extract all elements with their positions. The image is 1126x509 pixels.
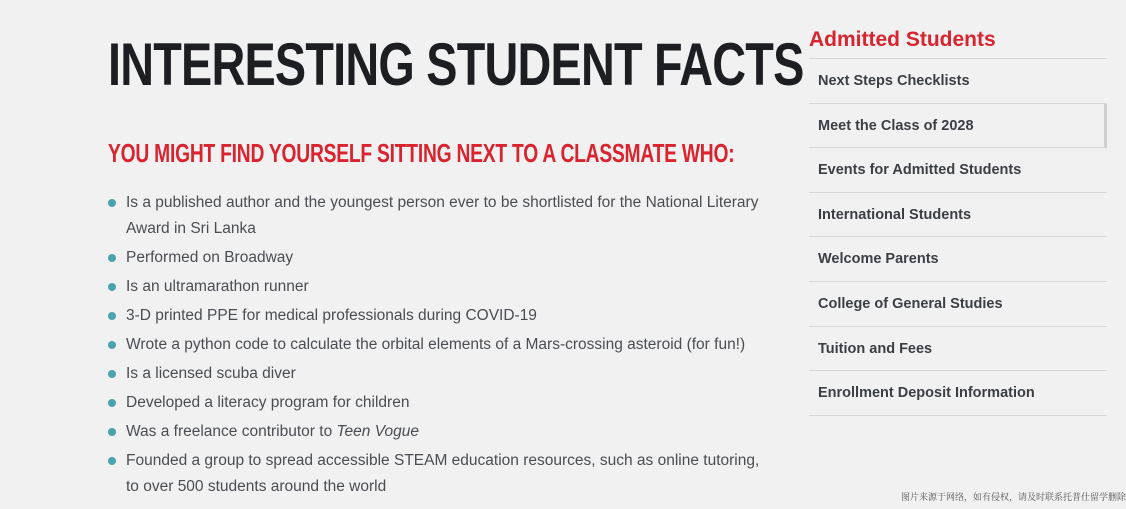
facts-subheading: YOU MIGHT FIND YOURSELF SITTING NEXT TO A CLASSMATE WHO: bbox=[108, 138, 735, 168]
publication-name: Teen Vogue bbox=[336, 423, 419, 440]
fact-text: 3-D printed PPE for medical professionals during COVID-19 bbox=[126, 307, 537, 324]
bullet-dot-icon bbox=[108, 399, 116, 407]
fact-item bbox=[108, 419, 776, 445]
fact-item bbox=[108, 361, 776, 387]
fact-text: Developed a literacy program for children bbox=[126, 394, 410, 411]
fact-text: Is a licensed scuba diver bbox=[126, 365, 296, 382]
fact-text: Wrote a python code to calculate the orbital elements of a Mars-crossing asteroid (for fun!) bbox=[126, 336, 746, 353]
sidebar-item-general-studies[interactable]: College of General Studies bbox=[809, 282, 1107, 327]
sidebar-item-tuition[interactable]: Tuition and Fees bbox=[809, 327, 1107, 372]
fact-text-prefix: Was a freelance contributor to bbox=[126, 423, 337, 440]
fact-text: Is an ultramarathon runner bbox=[126, 278, 309, 295]
sidebar-item-enrollment-deposit[interactable]: Enrollment Deposit Information bbox=[809, 371, 1107, 416]
sidebar-item-next-steps[interactable]: Next Steps Checklists bbox=[809, 59, 1107, 104]
bullet-dot-icon bbox=[108, 370, 116, 378]
fact-item bbox=[108, 274, 776, 300]
main-content bbox=[108, 30, 804, 503]
bullet-dot-icon bbox=[108, 254, 116, 262]
fact-item bbox=[108, 332, 776, 358]
fact-item bbox=[108, 303, 776, 329]
fact-text: Is a published author and the youngest person ever to be shortlisted for the National Literary Award in Sri Lanka bbox=[126, 194, 759, 237]
bullet-dot-icon bbox=[108, 312, 116, 320]
bullet-dot-icon bbox=[108, 457, 116, 465]
facts-list bbox=[108, 190, 776, 500]
sidebar-item-international[interactable]: International Students bbox=[809, 193, 1107, 238]
sidebar-menu bbox=[809, 59, 1107, 416]
sidebar-item-class-of-2028[interactable]: Meet the Class of 2028 bbox=[809, 104, 1107, 149]
watermark: 图片来源于网络，如有侵权，请及时联系托普仕留学删除 bbox=[900, 492, 1126, 502]
sidebar-nav bbox=[809, 26, 1107, 416]
bullet-dot-icon bbox=[108, 341, 116, 349]
sidebar-title: Admitted Students bbox=[809, 26, 1107, 59]
bullet-dot-icon bbox=[108, 283, 116, 291]
fact-item bbox=[108, 190, 776, 242]
sidebar-item-parents[interactable]: Welcome Parents bbox=[809, 237, 1107, 282]
fact-text: Performed on Broadway bbox=[126, 249, 294, 266]
bullet-dot-icon bbox=[108, 428, 116, 436]
fact-item bbox=[108, 390, 776, 416]
page-title: INTERESTING STUDENT FACTS bbox=[108, 31, 804, 98]
bullet-dot-icon bbox=[108, 199, 116, 207]
fact-text: Founded a group to spread accessible STEAM education resources, such as online tutoring, to over 500 students around the world bbox=[126, 452, 760, 495]
sidebar-item-events[interactable]: Events for Admitted Students bbox=[809, 148, 1107, 193]
fact-item bbox=[108, 245, 776, 271]
fact-item bbox=[108, 448, 776, 500]
